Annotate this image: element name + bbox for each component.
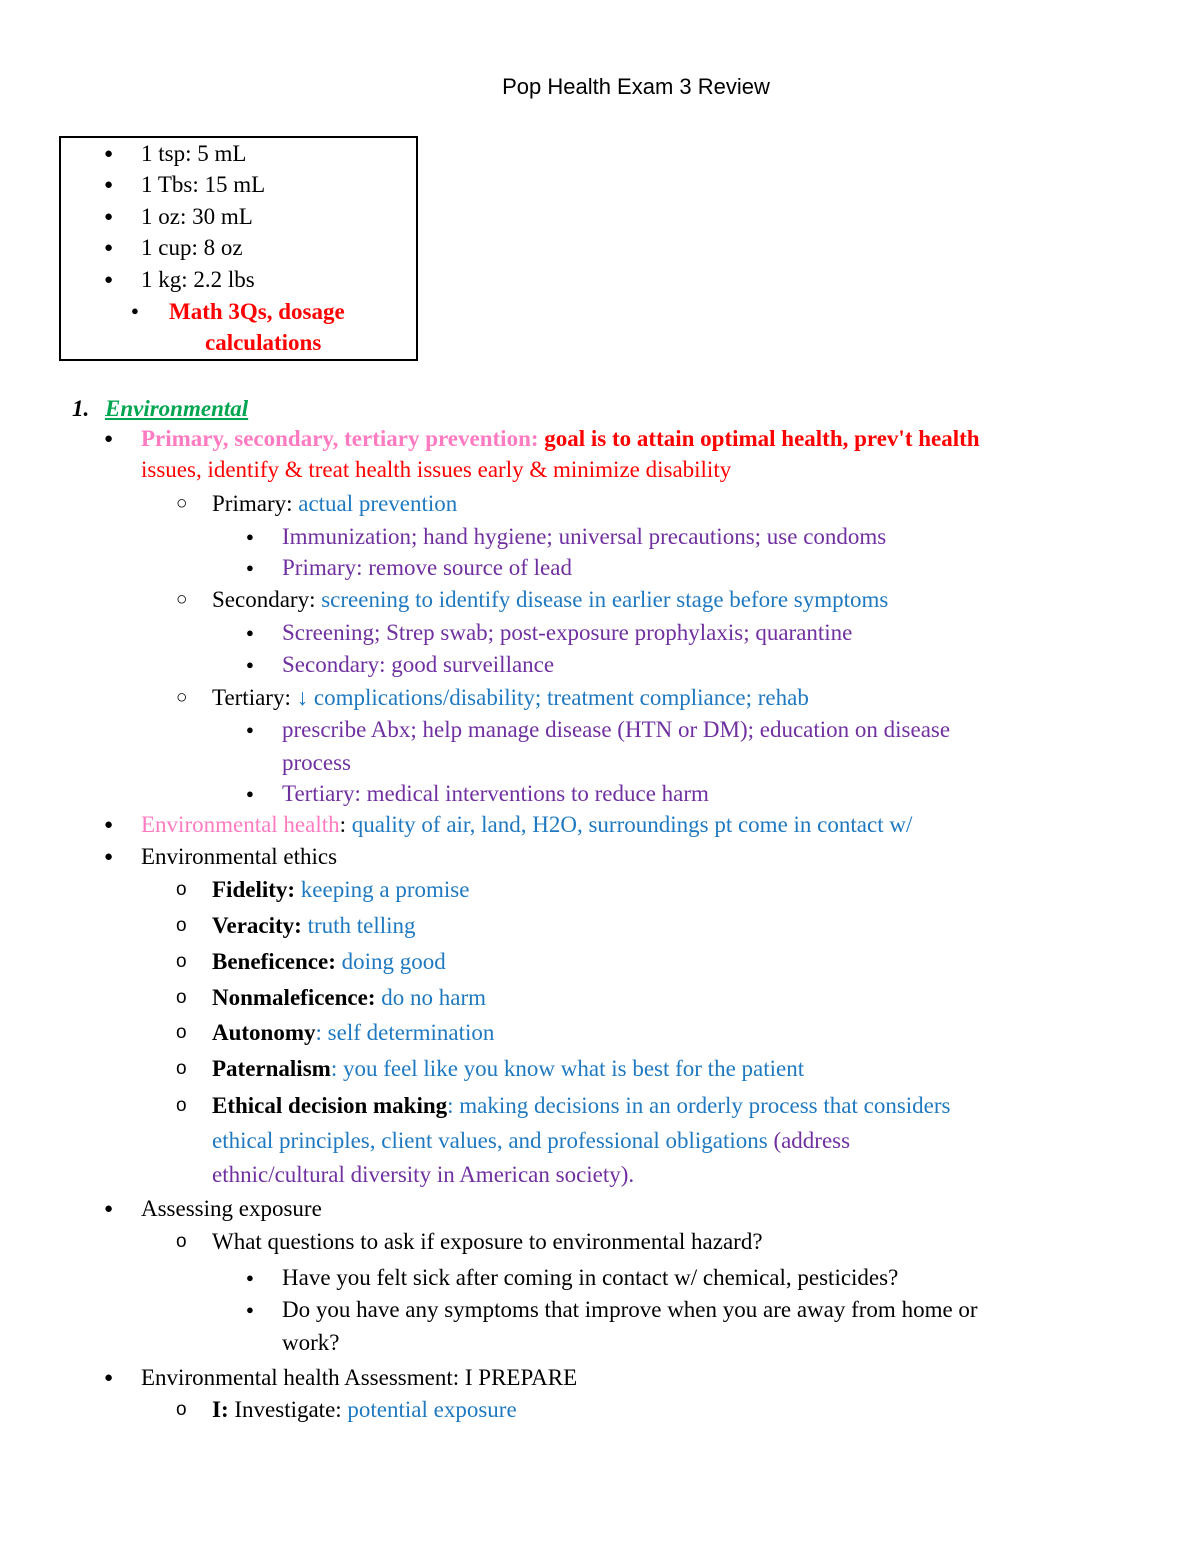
tertiary-example: process [282, 750, 351, 775]
section-number: 1. [72, 396, 90, 421]
circle-bullet: o [176, 879, 187, 900]
bullet: ● [104, 146, 114, 162]
conversion-item: 1 cup: 8 oz [141, 235, 243, 260]
ethics-item-cont: ethical principles, client values, and professional obligations (address [212, 1128, 851, 1153]
circle-bullet: o [176, 1399, 187, 1420]
exposure-subquestion: Have you felt sick after coming in contact w/ chemical, pesticides? [282, 1265, 899, 1290]
ethics-item: Nonmaleficence: do no harm [212, 985, 487, 1010]
circle-bullet: ○ [176, 589, 188, 610]
primary-example: Immunization; hand hygiene; universal precautions; use condoms [282, 524, 887, 549]
math-note: Math 3Qs, dosage [169, 299, 345, 324]
bullet: ● [104, 431, 114, 447]
conversion-item: 1 Tbs: 15 mL [141, 172, 266, 197]
bullet: ● [246, 625, 254, 640]
section-title: Environmental [105, 396, 249, 421]
circle-bullet: o [176, 1058, 187, 1079]
bullet: ● [104, 1370, 114, 1386]
bullet: ● [104, 849, 114, 865]
bullet: ● [246, 1270, 254, 1285]
bullet: ● [246, 560, 254, 575]
ethics-item: Autonomy: self determination [212, 1020, 495, 1045]
ethics-item: Beneficence: doing good [212, 949, 446, 974]
bullet: ● [246, 786, 254, 801]
conversion-item: 1 kg: 2.2 lbs [141, 267, 255, 292]
bullet: ● [104, 272, 114, 288]
ethics-item: Fidelity: keeping a promise [212, 877, 470, 902]
circle-bullet: o [176, 1231, 187, 1252]
secondary-example: Screening; Strep swab; post-exposure prophylaxis; quarantine [282, 620, 853, 645]
tertiary-line: Tertiary: ↓ complications/disability; treatment compliance; rehab [212, 685, 809, 710]
prevention-line: Primary, secondary, tertiary prevention: goal is to attain optimal health, prev't health [141, 426, 980, 451]
exposure-question: What questions to ask if exposure to environmental hazard? [212, 1229, 763, 1254]
circle-bullet: ○ [176, 687, 188, 708]
circle-bullet: o [176, 1022, 187, 1043]
bullet: ● [104, 209, 114, 225]
ethics-heading: Environmental ethics [141, 844, 338, 869]
bullet: ● [131, 303, 139, 318]
conversion-item: 1 oz: 30 mL [141, 204, 253, 229]
bullet: ● [104, 177, 114, 193]
ethics-item: Ethical decision making: making decisions in an orderly process that considers [212, 1093, 951, 1118]
primary-example: Primary: remove source of lead [282, 555, 572, 580]
prevention-line: issues, identify & treat health issues early & minimize disability [141, 457, 732, 482]
assessment-heading: Environmental health Assessment: I PREPARE [141, 1365, 578, 1390]
ethics-item: Veracity: truth telling [212, 913, 416, 938]
assessment-item: I: Investigate: potential exposure [212, 1397, 517, 1422]
ethics-item-cont: ethnic/cultural diversity in American society). [212, 1162, 635, 1187]
bullet: ● [246, 722, 254, 737]
circle-bullet: o [176, 1095, 187, 1116]
prevention-label: Primary, secondary, tertiary prevention: [141, 426, 539, 451]
exposure-subquestion: work? [282, 1330, 340, 1355]
tertiary-example: prescribe Abx; help manage disease (HTN or DM); education on disease [282, 717, 951, 742]
env-health-line: Environmental health: quality of air, land, H2O, surroundings pt come in contact w/ [141, 812, 913, 837]
primary-line: Primary: actual prevention [212, 491, 458, 516]
tertiary-example: Tertiary: medical interventions to reduce harm [282, 781, 709, 806]
bullet: ● [246, 1302, 254, 1317]
secondary-example: Secondary: good surveillance [282, 652, 555, 677]
exposure-subquestion: Do you have any symptoms that improve when you are away from home or [282, 1297, 978, 1322]
circle-bullet: o [176, 915, 187, 936]
bullet: ● [104, 1201, 114, 1217]
math-note: calculations [205, 330, 322, 355]
page-title: Pop Health Exam 3 Review [502, 74, 770, 99]
conversion-item: 1 tsp: 5 mL [141, 141, 247, 166]
circle-bullet: o [176, 951, 187, 972]
bullet: ● [246, 657, 254, 672]
secondary-line: Secondary: screening to identify disease in earlier stage before symptoms [212, 587, 889, 612]
ethics-item: Paternalism: you feel like you know what is best for the patient [212, 1056, 805, 1081]
bullet: ● [104, 240, 114, 256]
bullet: ● [104, 817, 114, 833]
exposure-heading: Assessing exposure [141, 1196, 322, 1221]
circle-bullet: o [176, 987, 187, 1008]
circle-bullet: ○ [176, 493, 188, 514]
bullet: ● [246, 529, 254, 544]
